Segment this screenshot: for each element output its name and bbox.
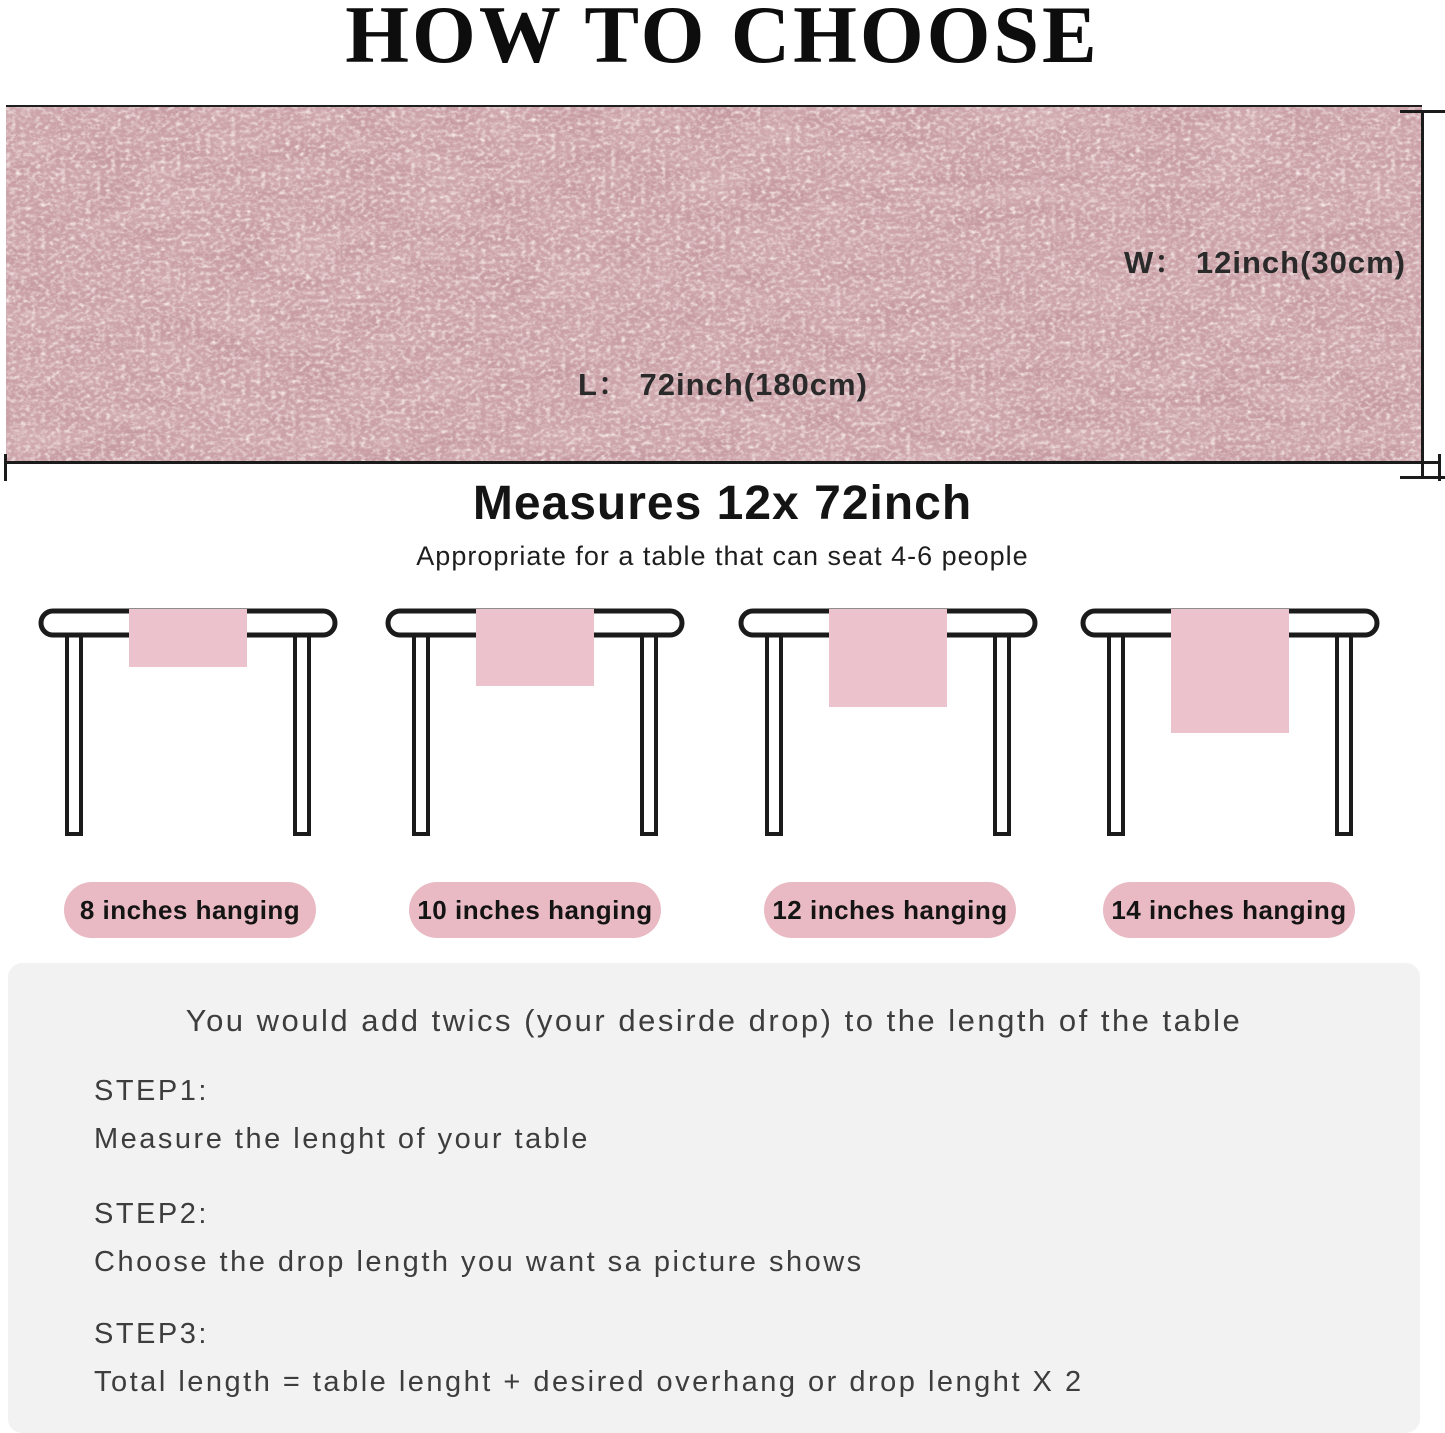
step3-text: Total length = table lenght + desired overhang or drop lenght X 2 xyxy=(94,1366,1084,1398)
width-dimension-label: W： 12inch(30cm) xyxy=(1123,245,1406,280)
hanging-pill-14: 14 inches hanging xyxy=(1103,882,1355,938)
length-dimension-label: L： 72inch(180cm) xyxy=(578,367,868,402)
step2-text: Choose the drop length you want sa picture shows xyxy=(94,1246,864,1278)
width-dimension-line xyxy=(1421,110,1424,479)
measures-heading: Measures 12x 72inch xyxy=(472,477,973,530)
step2-label: STEP2: xyxy=(94,1198,209,1230)
hanging-pill-10: 10 inches hanging xyxy=(409,882,661,938)
table-diagram-14-inches xyxy=(1080,608,1380,840)
measures-subheading: Appropriate for a table that can seat 4-6 people xyxy=(416,541,1029,571)
instructions-intro: You would add twics (your desirde drop) to the length of the table xyxy=(185,1003,1243,1038)
table-10in-graphic xyxy=(385,608,685,840)
instructions-panel xyxy=(8,963,1420,1433)
runner-photo xyxy=(6,105,1422,463)
length-dimension-line xyxy=(4,461,1441,464)
step1-label: STEP1: xyxy=(94,1075,209,1107)
hanging-pill-12: 12 inches hanging xyxy=(764,882,1016,938)
table-diagram-12-inches xyxy=(738,608,1038,840)
step3-label: STEP3: xyxy=(94,1318,209,1350)
table-8in-graphic xyxy=(38,608,338,840)
table-14in-graphic xyxy=(1080,608,1380,840)
hanging-pill-8: 8 inches hanging xyxy=(64,882,316,938)
table-diagram-10-inches xyxy=(385,608,685,840)
page-title: HOW TO CHOOSE xyxy=(345,0,1100,80)
table-12in-graphic xyxy=(738,608,1038,840)
sequin-texture-graphic xyxy=(6,107,1422,463)
step1-text: Measure the lenght of your table xyxy=(94,1123,590,1155)
table-diagram-8-inches xyxy=(38,608,338,840)
